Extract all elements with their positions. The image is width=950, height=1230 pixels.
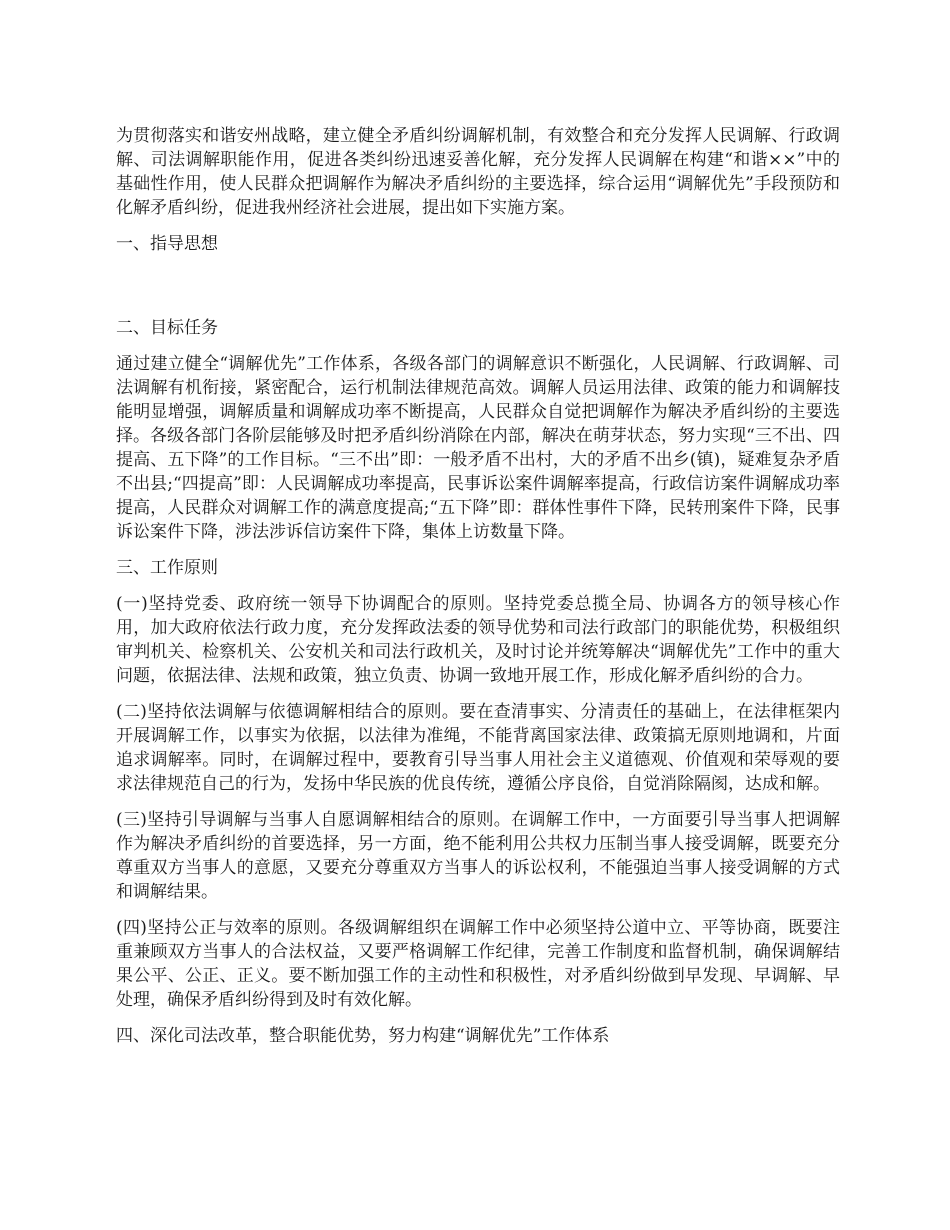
section-heading-goals: 二、目标任务 <box>116 318 218 338</box>
principle-1-paragraph: (一)坚持党委、政府统一领导下协调配合的原则。坚持党委总揽全局、协调各方的领导核心作用，加大政府依法行政力度，充分发挥政法委的领导优势和司法行政部门的职能优势，积极组织审判机关、检察机关、公安机关和司法行政机关，及时讨论并统筹解决“调解优先”工作中的重大问题，依据法律、法规和政策，独立负责、协调一致地开展工作，形成化解矛盾纠纷的合力。 <box>116 594 840 686</box>
intro-paragraph: 为贯彻落实和谐安州战略，建立健全矛盾纠纷调解机制，有效整合和充分发挥人民调解、行政调解、司法调解职能作用，促进各类纠纷迅速妥善化解，充分发挥人民调解在构建“和谐××”中的基础性作用，使人民群众把调解作为解决矛盾纠纷的主要选择，综合运用“调解优先”手段预防和化解矛盾纠纷，促进我州经济社会进展，提出如下实施方案。 <box>116 126 840 218</box>
section-heading-principles: 三、工作原则 <box>116 558 218 578</box>
section-heading-judicial-reform: 四、深化司法改革，整合职能优势，努力构建“调解优先”工作体系 <box>116 1026 610 1046</box>
section-heading-guiding-ideology: 一、指导思想 <box>116 234 218 254</box>
blank-spacer <box>116 268 840 316</box>
document-page <box>116 124 840 1060</box>
principle-4-paragraph: (四)坚持公正与效率的原则。各级调解组织在调解工作中必须坚持公道中立、平等协商，既要注重兼顾双方当事人的合法权益，又要严格调解工作纪律，完善工作制度和监督机制，确保调解结果公平、公正、正义。要不断加强工作的主动性和积极性，对矛盾纠纷做到早发现、早调解、早处理，确保矛盾纠纷得到及时有效化解。 <box>116 918 840 1010</box>
principle-2-paragraph: (二)坚持依法调解与依德调解相结合的原则。要在查清事实、分清责任的基础上，在法律框架内开展调解工作，以事实为依据，以法律为准绳，不能背离国家法律、政策搞无原则地调和，片面追求调解率。同时，在调解过程中，要教育引导当事人用社会主义道德观、价值观和荣辱观的要求法律规范自己的行为，发扬中华民族的优良传统，遵循公序良俗，自觉消除隔阂，达成和解。 <box>116 702 840 794</box>
goals-paragraph: 通过建立健全“调解优先”工作体系，各级各部门的调解意识不断强化，人民调解、行政调解、司法调解有机衔接，紧密配合，运行机制法律规范高效。调解人员运用法律、政策的能力和调解技能明显增强，调解质量和调解成功率不断提高，人民群众自觉把调解作为解决矛盾纠纷的主要选择。各级各部门各阶层能够及时把矛盾纠纷消除在内部，解决在萌芽状态，努力实现“三不出、四提高、五下降”的工作目标。“三不出”即：一般矛盾不出村，大的矛盾不出乡(镇)，疑难复杂矛盾不出县;“四提高”即：人民调解成功率提高，民事诉讼案件调解率提高，行政信访案件调解成功率提高，人民群众对调解工作的满意度提高;“五下降”即：群体性事件下降，民转刑案件下降，民事诉讼案件下降，涉法涉诉信访案件下降，集体上访数量下降。 <box>116 354 840 542</box>
principle-3-paragraph: (三)坚持引导调解与当事人自愿调解相结合的原则。在调解工作中，一方面要引导当事人把调解作为解决矛盾纠纷的首要选择，另一方面，绝不能利用公共权力压制当事人接受调解，既要充分尊重双方当事人的意愿，又要充分尊重双方当事人的诉讼权利，不能强迫当事人接受调解的方式和调解结果。 <box>116 810 840 902</box>
